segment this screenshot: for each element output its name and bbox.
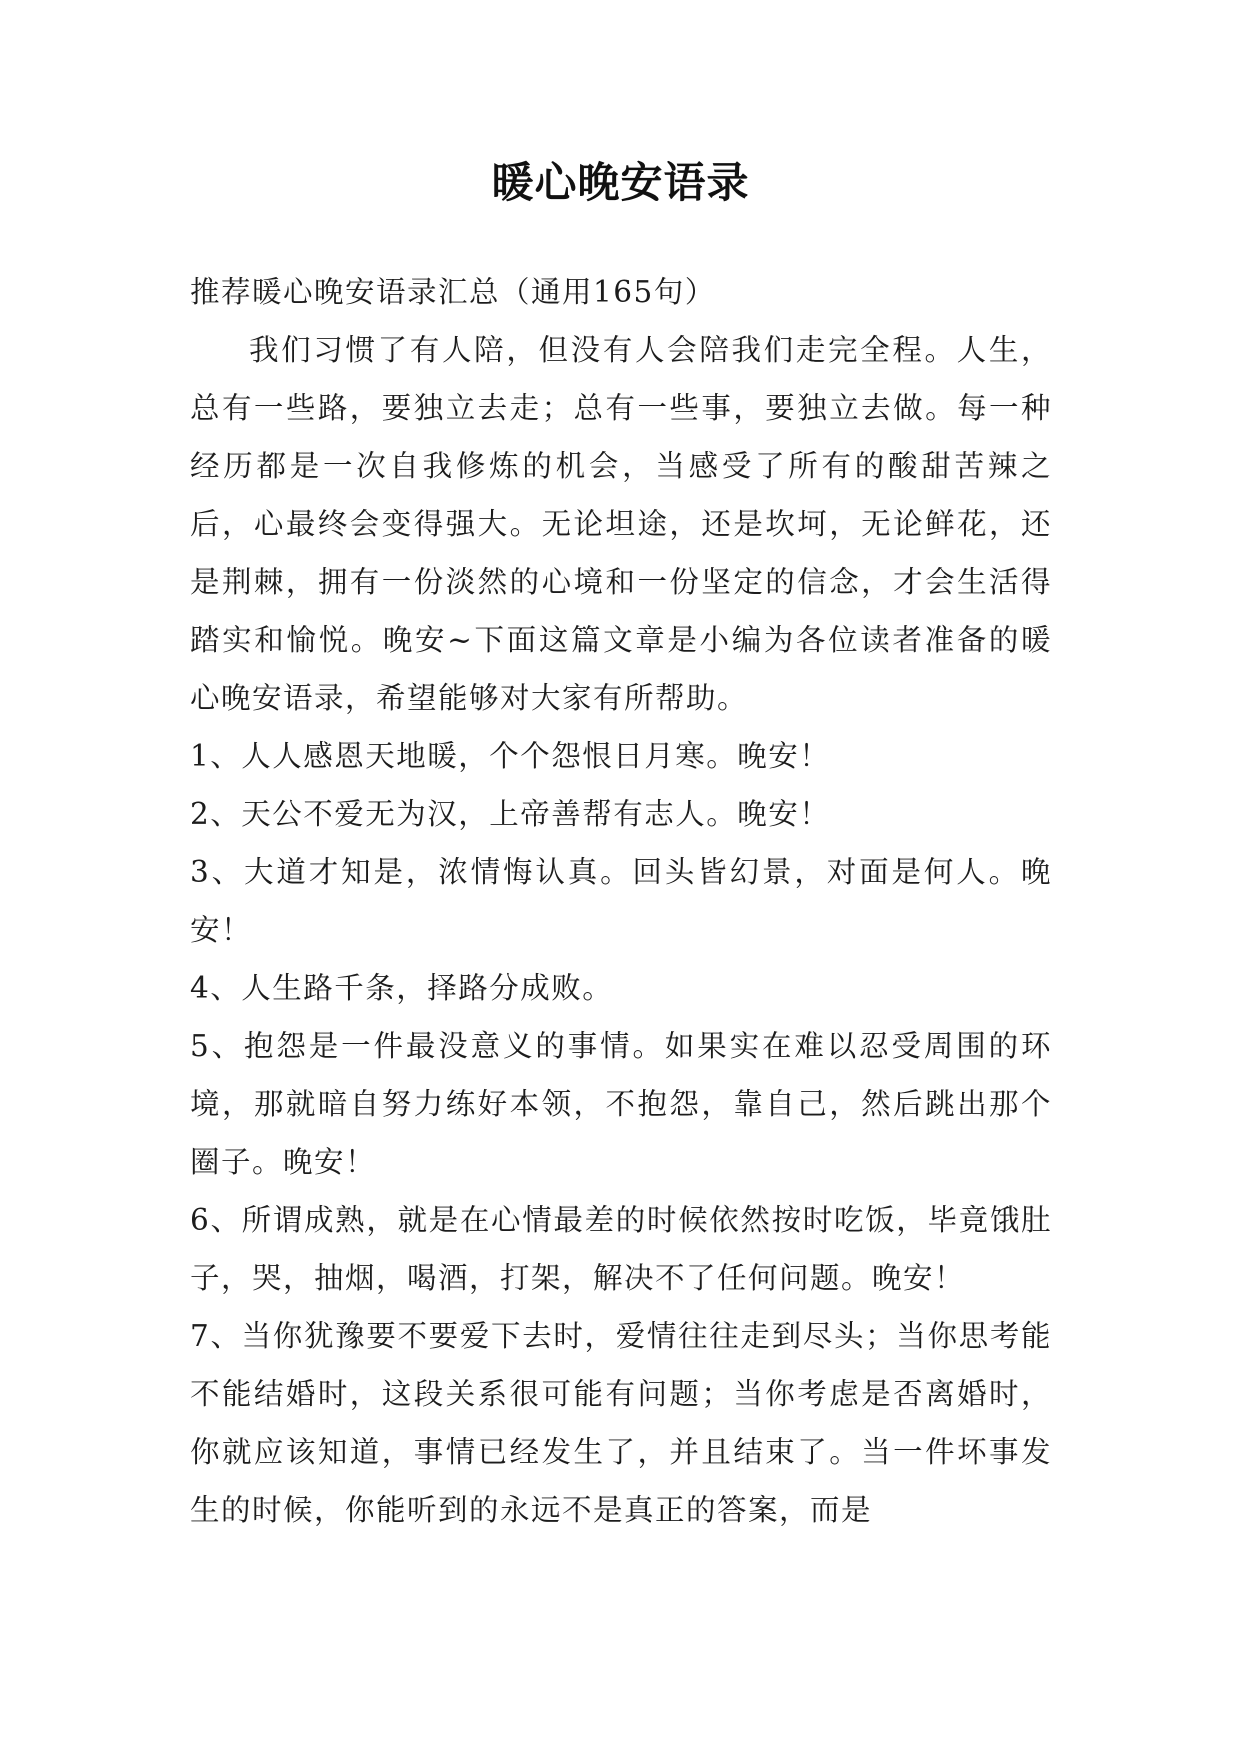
list-item: 5、抱怨是一件最没意义的事情。如果实在难以忍受周围的环境，那就暗自努力练好本领，不抱怨，靠自己，然后跳出那个圈子。晚安！ [190,1029,1052,1179]
list-item: 3、大道才知是，浓情悔认真。回头皆幻景，对面是何人。晚安！ [190,855,1052,947]
list-item: 6、所谓成熟，就是在心情最差的时候依然按时吃饭，毕竟饿肚子，哭，抽烟，喝酒，打架，解决不了任何问题。晚安！ [190,1203,1052,1295]
list-item: 4、人生路千条，择路分成败。 [190,971,614,1005]
list-item: 7、当你犹豫要不要爱下去时，爱情往往走到尽头；当你思考能不能结婚时，这段关系很可能有问题；当你考虑是否离婚时，你就应该知道，事情已经发生了，并且结束了。当一件坏事发生的时候，你能听到的永远不是真正的答案，而是 [190,1319,1052,1527]
document-subtitle: 推荐暖心晚安语录汇总（通用165句） [190,275,716,309]
document-body [190,263,1052,1539]
list-item: 1、人人感恩天地暖，个个怨恨日月寒。晚安！ [190,739,831,773]
intro-paragraph: 我们习惯了有人陪，但没有人会陪我们走完全程。人生，总有一些路，要独立去走；总有一些事，要独立去做。每一种经历都是一次自我修炼的机会，当感受了所有的酸甜苦辣之后，心最终会变得强大。无论坦途，还是坎坷，无论鲜花，还是荆棘，拥有一份淡然的心境和一份坚定的信念，才会生活得踏实和愉悦。晚安~下面这篇文章是小编为各位读者准备的暖心晚安语录，希望能够对大家有所帮助。 [190,333,1052,715]
list-item: 2、天公不爱无为汉，上帝善帮有志人。晚安！ [190,797,831,831]
document-title: 暖心晚安语录 [491,158,750,207]
